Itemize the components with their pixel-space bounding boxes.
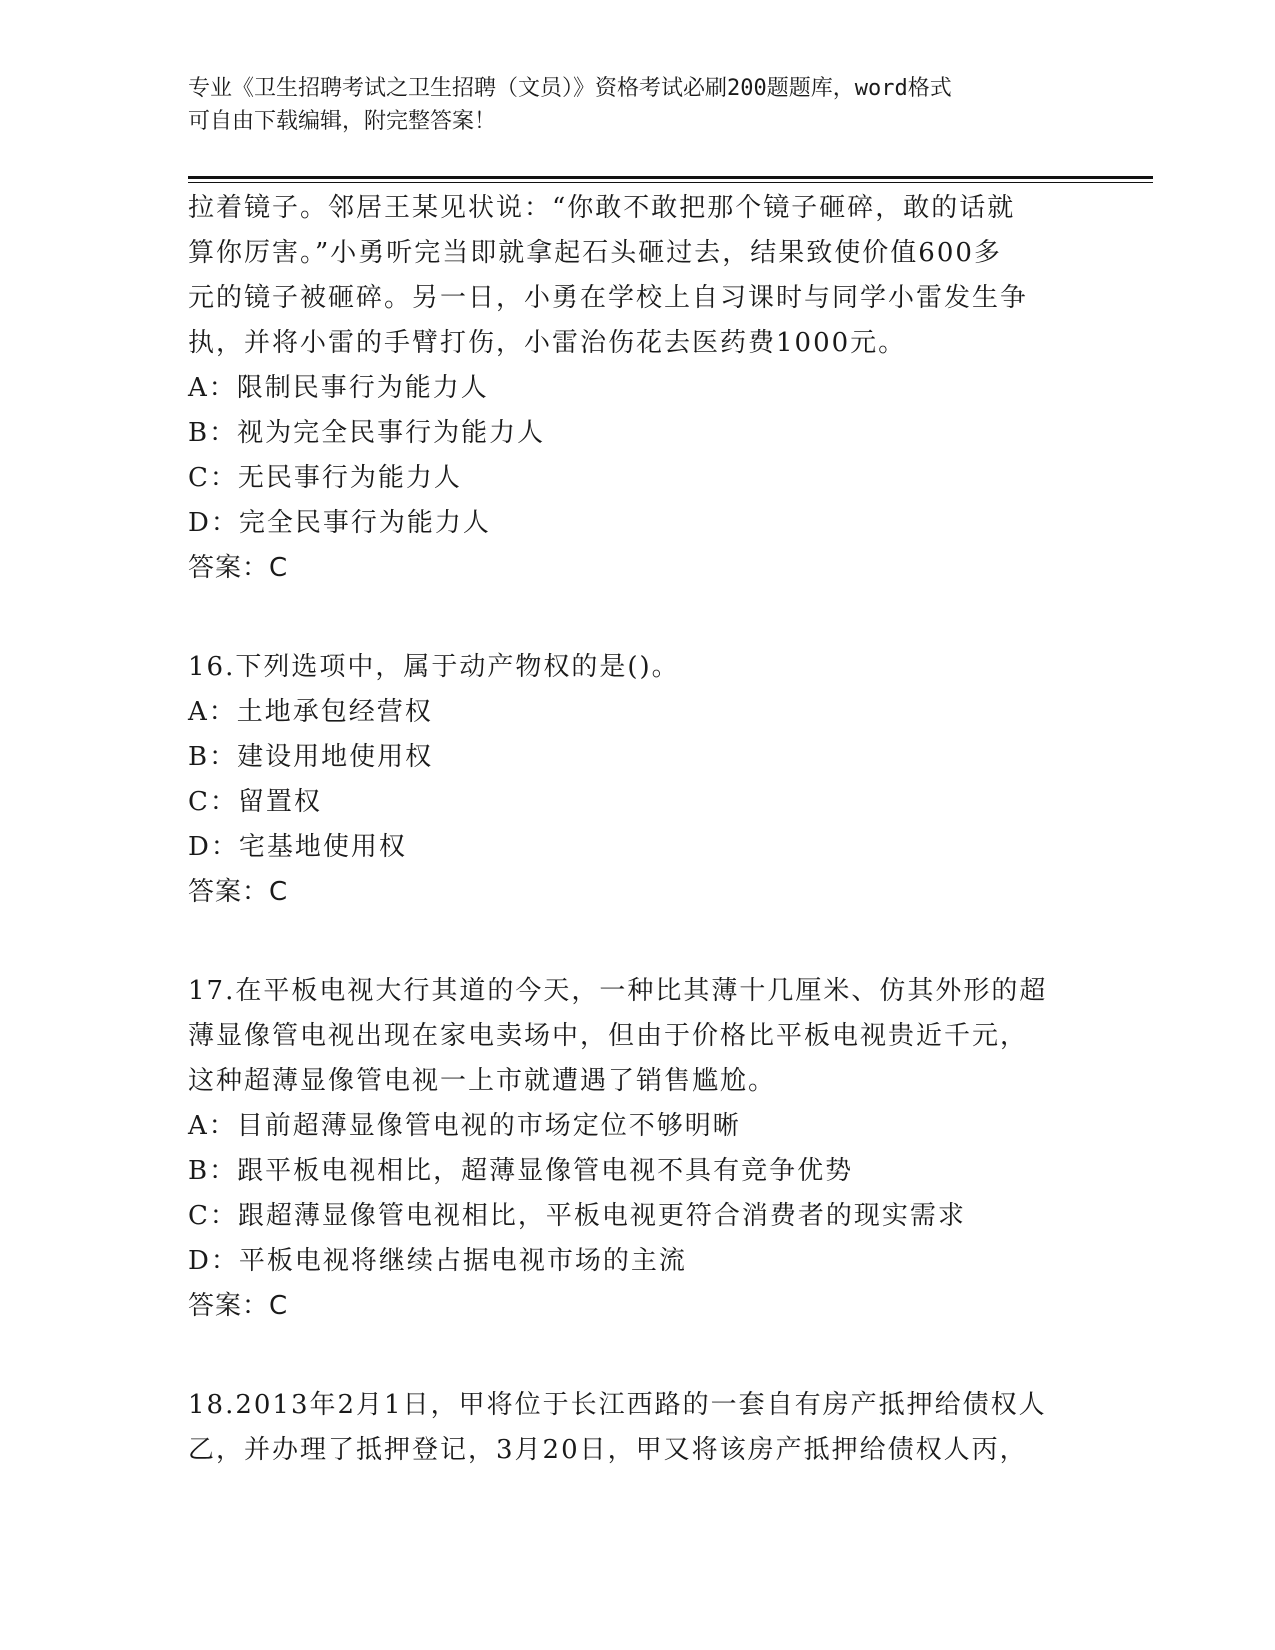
question-stem-line: 16.下列选项中，属于动产物权的是()。 <box>188 652 680 682</box>
header-title-line-2: 可自由下载编辑，附完整答案！ <box>188 109 497 134</box>
question-15 <box>188 186 1088 591</box>
question-18 <box>188 1383 1088 1473</box>
answer-line: 答案：C <box>188 553 289 583</box>
question-stem-line: 这种超薄显像管电视一上市就遭遇了销售尴尬。 <box>188 1066 777 1096</box>
option-b: B：跟平板电视相比，超薄显像管电视不具有竞争优势 <box>188 1156 854 1186</box>
question-content <box>188 186 1088 1473</box>
option-b: B：建设用地使用权 <box>188 742 434 772</box>
answer-line: 答案：C <box>188 1291 289 1321</box>
question-stem-line: 薄显像管电视出现在家电卖场中，但由于价格比平板电视贵近千元， <box>188 1021 1029 1051</box>
option-c: C：留置权 <box>188 787 322 817</box>
option-a: A：目前超薄显像管电视的市场定位不够明晰 <box>188 1111 741 1141</box>
option-b: B：视为完全民事行为能力人 <box>188 418 546 448</box>
header-title-line-1: 专业《卫生招聘考试之卫生招聘（文员）》资格考试必刷200题题库，word格式 <box>188 76 952 101</box>
option-d: D：宅基地使用权 <box>188 832 407 862</box>
question-spacer <box>188 591 1088 645</box>
question-stem-line: 拉着镜子。邻居王某见状说：“你敢不敢把那个镜子砸碎，敢的话就 <box>188 193 1016 223</box>
option-a: A：土地承包经营权 <box>188 697 433 727</box>
option-c: C：无民事行为能力人 <box>188 463 462 493</box>
question-stem-line: 乙，并办理了抵押登记，3月20日，甲又将该房产抵押给债权人丙， <box>188 1435 1028 1465</box>
question-stem-line: 元的镜子被砸碎。另一日，小勇在学校上自习课时与同学小雷发生争 <box>188 283 1029 313</box>
header-divider-thick <box>188 176 1153 179</box>
page-header <box>188 72 1068 138</box>
question-stem-line: 算你厉害。”小勇听完当即就拿起石头砸过去，结果致使价值600多 <box>188 238 1002 268</box>
header-divider-thin <box>188 182 1153 183</box>
question-stem-line: 18.2013年2月1日，甲将位于长江西路的一套自有房产抵押给债权人 <box>188 1390 1047 1420</box>
question-spacer <box>188 1329 1088 1383</box>
answer-line: 答案：C <box>188 877 289 907</box>
question-17 <box>188 969 1088 1329</box>
question-stem-line: 执，并将小雷的手臂打伤，小雷治伤花去医药费1000元。 <box>188 328 907 358</box>
question-16 <box>188 645 1088 915</box>
question-stem-line: 17.在平板电视大行其道的今天，一种比其薄十几厘米、仿其外形的超 <box>188 976 1048 1006</box>
question-spacer <box>188 915 1088 969</box>
option-c: C：跟超薄显像管电视相比，平板电视更符合消费者的现实需求 <box>188 1201 966 1231</box>
option-d: D：完全民事行为能力人 <box>188 508 491 538</box>
option-a: A：限制民事行为能力人 <box>188 373 489 403</box>
option-d: D：平板电视将继续占据电视市场的主流 <box>188 1246 687 1276</box>
